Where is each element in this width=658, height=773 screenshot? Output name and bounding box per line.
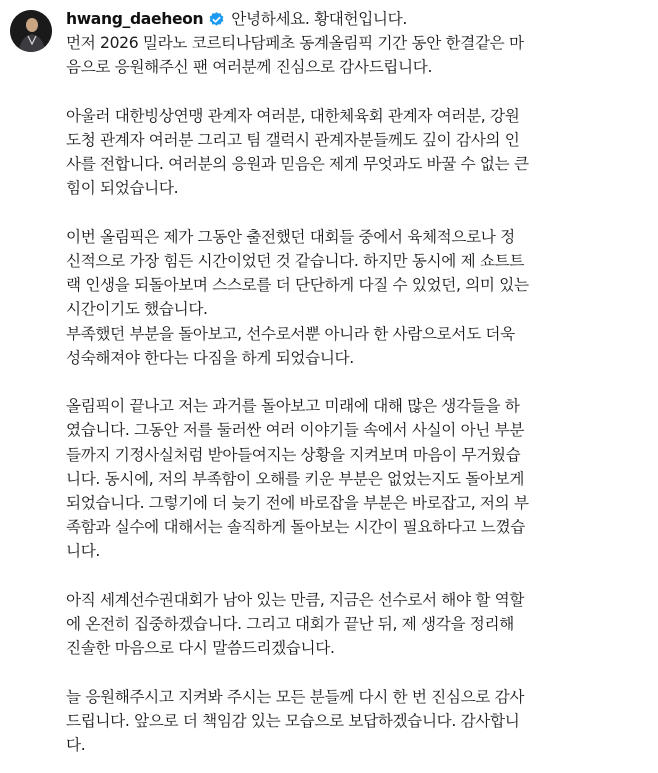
- caption-paragraph-1: [66, 31, 646, 79]
- caption-line: 족함과 실수에 대해서는 솔직하게 돌아보는 시간이 필요하다고 느꼈습: [66, 518, 525, 537]
- caption-line: 음으로 응원해주신 팬 여러분께 진심으로 감사드립니다.: [66, 58, 433, 77]
- caption-line: 힘이 되었습니다.: [66, 179, 179, 198]
- caption-line: 들까지 기정사실처럼 받아들여지는 상황을 지켜보며 마음이 무거웠습: [66, 445, 521, 464]
- caption-line: 아직 세계선수권대회가 남아 있는 만큼, 지금은 선수로서 해야 할 역할: [66, 590, 525, 609]
- caption-line: 랙 인생을 되돌아보며 스스로를 더 단단하게 다질 수 있었던, 의미 있는: [66, 276, 529, 295]
- caption-line: 니다.: [66, 542, 101, 561]
- verified-badge-icon: [208, 11, 225, 28]
- caption-line: 먼저 2026 밀라노 코르티나담페초 동계올림픽 기간 동안 한결같은 마: [66, 34, 524, 53]
- post-caption: [66, 7, 646, 757]
- caption-line: 시간이기도 했습니다.: [66, 300, 208, 319]
- caption-line: 신적으로 가장 힘든 시간이었던 것 같습니다. 하지만 동시에 제 쇼트트: [66, 252, 525, 270]
- caption-paragraph-5: [66, 394, 646, 563]
- avatar-photo: [10, 10, 52, 52]
- caption-line: 다.: [66, 736, 86, 755]
- caption-line: 에 온전히 집중하겠습니다. 그리고 대회가 끝난 뒤, 제 생각을 정리해: [66, 615, 514, 634]
- caption-line: 니다. 동시에, 저의 부족함이 오해를 키운 부분은 없었는지도 돌아보게: [66, 469, 525, 488]
- caption-paragraph-6: [66, 588, 646, 661]
- caption-line: 사를 전합니다. 여러분의 응원과 믿음은 제게 무엇과도 바꿀 수 없는 큰: [66, 155, 529, 174]
- caption-line: 진솔한 마음으로 다시 말씀드리겠습니다.: [66, 639, 335, 658]
- caption-paragraph-4: [66, 322, 646, 370]
- caption-header: [66, 7, 646, 31]
- caption-line: 부족했던 부분을 돌아보고, 선수로서뿐 아니라 한 사람으로서도 더욱: [66, 324, 515, 343]
- caption-line: 아울러 대한빙상연맹 관계자 여러분, 대한체육회 관계자 여러분, 강원: [66, 106, 520, 125]
- greeting-text: 안녕하세요. 황대헌입니다.: [231, 10, 407, 28]
- caption-line: 도청 관계자 여러분 그리고 팀 갤럭시 관계자분들께도 깊이 감사의 인: [66, 131, 520, 149]
- caption-line: 드립니다. 앞으로 더 책임감 있는 모습으로 보답하겠습니다. 감사합니: [66, 711, 520, 730]
- caption-line: 늘 응원해주시고 지켜봐 주시는 모든 분들께 다시 한 번 진심으로 감사: [66, 687, 525, 706]
- caption-paragraph-2: [66, 104, 646, 201]
- caption-paragraph-3: [66, 225, 646, 322]
- caption-line: 올림픽이 끝나고 저는 과거를 돌아보고 미래에 대해 많은 생각들을 하: [66, 397, 520, 416]
- caption-line: 되었습니다. 그렇기에 더 늦기 전에 바로잡을 부분은 바로잡고, 저의 부: [66, 494, 529, 513]
- caption-line: 이번 올림픽은 제가 그동안 출전했던 대회들 중에서 육체적으로나 정: [66, 227, 515, 246]
- username-link[interactable]: hwang_daeheon: [66, 10, 204, 28]
- caption-paragraph-7: [66, 685, 646, 758]
- avatar[interactable]: [10, 10, 52, 52]
- caption-line: 였습니다. 그동안 저를 둘러싼 여러 이야기들 속에서 사실이 아닌 부분: [66, 421, 525, 440]
- caption-line: 성숙해져야 한다는 다짐을 하게 되었습니다.: [66, 348, 354, 367]
